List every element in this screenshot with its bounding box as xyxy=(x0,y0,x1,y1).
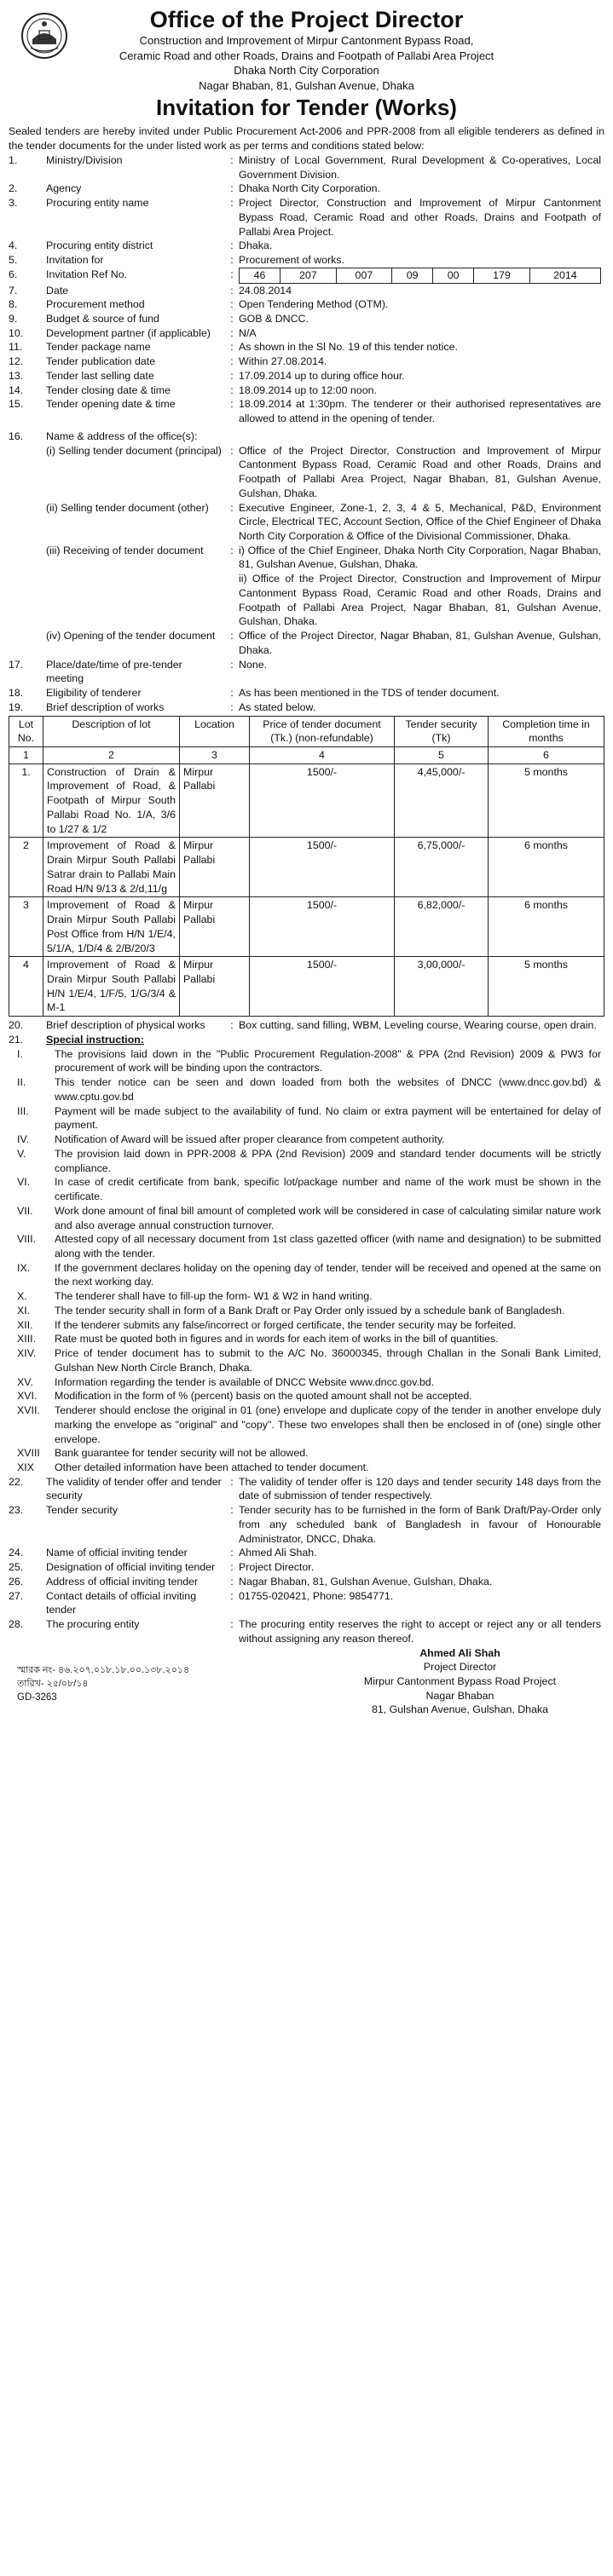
lot-number: 2 xyxy=(9,838,43,897)
item-label: Designation of official inviting tender xyxy=(46,1561,216,1574)
item-row xyxy=(9,253,604,268)
office-label: (iii) Receiving of tender document xyxy=(46,544,204,556)
item-label: The validity of tender offer and tender security xyxy=(46,1475,222,1502)
offices-section xyxy=(9,429,604,658)
instruction-item xyxy=(9,1346,604,1374)
item-value: Open Tendering Method (OTM). xyxy=(239,298,389,311)
item-number: 9. xyxy=(9,312,18,325)
colon: : xyxy=(230,312,234,325)
item-label: Date xyxy=(46,284,69,297)
item-row xyxy=(9,658,604,686)
item-value: Nagar Bhaban, 81, Gulshan Avenue, Gulshan, Dhaka. xyxy=(239,1575,493,1588)
item-value: 17.09.2014 up to during office hour. xyxy=(239,369,405,382)
lots-body xyxy=(9,764,604,1016)
item-label: Development partner (if applicable) xyxy=(46,326,211,339)
item-value: 18.09.2014 up to 12:00 noon. xyxy=(239,383,377,396)
ref-value xyxy=(239,268,604,284)
item-row xyxy=(9,1503,604,1546)
address-line-3: Dhaka North City Corporation xyxy=(234,64,379,78)
item-label: Tender package name xyxy=(46,341,151,354)
signatory-line: Nagar Bhaban xyxy=(425,1689,494,1702)
item-number: 8. xyxy=(9,298,18,311)
instruction-item xyxy=(9,1261,604,1289)
item-label: Agency xyxy=(46,182,82,195)
item-label: Tender opening date & time xyxy=(46,398,176,411)
lots-table xyxy=(9,716,604,1017)
footer-memo-date: তারিখ- ২৫/০৮/১৪ xyxy=(17,1679,89,1690)
lot-location: Mirpur Pallabi xyxy=(180,957,250,1017)
colon: : xyxy=(230,1504,234,1517)
lot-location: Mirpur Pallabi xyxy=(180,764,250,838)
item-label: Tender security xyxy=(46,1504,119,1517)
instruction-number: XIV. xyxy=(17,1347,37,1360)
item-label: Name & address of the office(s): xyxy=(46,429,198,442)
header-location: Location xyxy=(180,716,250,746)
item-row xyxy=(9,153,604,182)
colon: : xyxy=(230,284,234,297)
header-security: Tender security (Tk) xyxy=(395,716,489,746)
item-number: 6. xyxy=(9,268,18,280)
item-value: GOB & DNCC. xyxy=(239,312,309,325)
header-description: Description of lot xyxy=(43,716,180,746)
item-row xyxy=(9,354,604,369)
instruction-number: VIII. xyxy=(17,1233,37,1246)
col-number: 6 xyxy=(489,747,604,764)
ref-part: 2014 xyxy=(529,268,600,283)
item-row xyxy=(9,239,604,253)
footer-memo: স্মারক নং- ৪৬.২০৭.০১৮.১৮.০০.১৩৮.২০১৪ xyxy=(17,1665,190,1676)
lot-security: 4,45,000/- xyxy=(395,764,489,838)
colon: : xyxy=(230,1561,234,1574)
colon: : xyxy=(230,182,234,195)
colon: : xyxy=(230,369,234,382)
notice-header xyxy=(9,5,604,121)
item-row xyxy=(9,1589,604,1617)
instruction-number: XIX xyxy=(17,1461,34,1473)
lot-description: Improvement of Road & Drain Mirpur South Pallabi Satrar drain to Pallabi Main Road H/N 9/13 & 2/d,11/g xyxy=(43,838,180,897)
items-list-1 xyxy=(9,153,604,268)
lot-completion: 5 months xyxy=(489,957,604,1017)
item-row xyxy=(9,1575,604,1589)
item-number: 22. xyxy=(9,1475,24,1488)
address-line-2: Ceramic Road and other Roads, Drains and Footpath of Pallabi Area Project xyxy=(119,49,494,62)
item-label: Tender last selling date xyxy=(46,369,154,382)
item-value: Box cutting, sand filling, WBM, Leveling course, Wearing course, open drain. xyxy=(239,1019,597,1032)
lot-price: 1500/- xyxy=(250,764,395,838)
table-row xyxy=(9,838,604,897)
colon: : xyxy=(230,1618,234,1631)
notice-subtitle: Invitation for Tender (Works) xyxy=(156,95,457,121)
instruction-item xyxy=(9,1332,604,1346)
items-list-2 xyxy=(9,284,604,426)
item-value: 18.09.2014 at 1:30pm. The tenderer or their authorised representatives are allowed to attend in the opening of tender. xyxy=(239,398,601,425)
office-row xyxy=(9,544,604,629)
signatory-line: Project Director xyxy=(423,1661,497,1674)
item-row xyxy=(9,297,604,312)
lot-number: 4 xyxy=(9,957,43,1017)
instruction-item xyxy=(9,1375,604,1390)
instruction-item xyxy=(9,1318,604,1333)
item-value: None. xyxy=(239,658,268,671)
instruction-item xyxy=(9,1461,604,1475)
instruction-item xyxy=(9,1175,604,1203)
item-label: Procurement method xyxy=(46,298,145,311)
dncc-emblem-icon xyxy=(20,12,68,60)
item-row xyxy=(9,1546,604,1560)
item-label: Tender closing date & time xyxy=(46,383,171,396)
item-row xyxy=(9,1560,604,1575)
offices-heading xyxy=(9,429,604,444)
item-number: 13. xyxy=(9,369,24,382)
colon: : xyxy=(230,687,234,700)
instruction-text: Notification of Award will be issued after proper clearance from competent authority. xyxy=(55,1133,445,1146)
item-row xyxy=(9,1617,604,1645)
item-label: Eligibility of tenderer xyxy=(46,687,142,700)
item-label: Procuring entity name xyxy=(46,197,149,210)
item-value: 24.08.2014 xyxy=(239,284,292,297)
item-value: As stated below. xyxy=(239,700,316,713)
item-label: Tender publication date xyxy=(46,355,156,368)
item-label: Ministry/Division xyxy=(46,153,123,166)
office-label: (i) Selling tender document (principal) xyxy=(46,444,222,457)
item-number: 28. xyxy=(9,1618,24,1631)
colon: : xyxy=(230,658,234,671)
item-value: Project Director, Construction and Improvement of Mirpur Cantonment Bypass Road, Ceramic Road and other Roads, Drains and Footpath of Pallabi Area Project. xyxy=(239,197,601,238)
item-label: Invitation Ref No. xyxy=(46,268,128,280)
colon: : xyxy=(230,1589,234,1602)
item-row xyxy=(9,1475,604,1503)
colon: : xyxy=(230,1475,234,1488)
instruction-text: In case of credit certificate from bank, specific lot/package number and name of the work must be shown in the certificate. xyxy=(55,1176,601,1203)
instruction-number: X. xyxy=(17,1290,27,1303)
ref-part: 09 xyxy=(392,268,433,283)
colon: : xyxy=(230,544,234,556)
lot-location: Mirpur Pallabi xyxy=(180,838,250,897)
item-physical-works xyxy=(9,1018,604,1033)
colon: : xyxy=(230,1019,234,1032)
col-number: 1 xyxy=(9,747,43,764)
item-value: N/A xyxy=(239,326,257,339)
header-completion: Completion time in months xyxy=(489,716,604,746)
lot-security: 3,00,000/- xyxy=(395,957,489,1017)
item-label: Place/date/time of pre-tender meeting xyxy=(46,658,182,685)
instruction-text: The tender security shall in form of a Bank Draft or Pay Order only issued by a schedule bank of Bangladesh. xyxy=(55,1304,565,1317)
instruction-text: This tender notice can be seen and down loaded from both the websites of DNCC (www.dncc.gov.bd) & www.cptu.gov.bd xyxy=(55,1076,601,1103)
item-number: 15. xyxy=(9,398,24,411)
signatory-name: Ahmed Ali Shah xyxy=(419,1646,500,1659)
item-value: As has been mentioned in the TDS of tender document. xyxy=(239,687,500,700)
col-number: 4 xyxy=(250,747,395,764)
instruction-text: Rate must be quoted both in figures and in words for each item of works in the bill of quantities. xyxy=(55,1333,499,1346)
item-number: 21. xyxy=(9,1033,24,1046)
col-number: 2 xyxy=(43,747,180,764)
item-number: 5. xyxy=(9,254,18,267)
items-list-4 xyxy=(9,1475,604,1646)
instruction-text: Attested copy of all necessary document from 1st class gazetted officer (with name and designation) to be submitted along with the tender. xyxy=(55,1233,601,1259)
item-value: Project Director. xyxy=(239,1561,315,1574)
item-row xyxy=(9,312,604,326)
colon: : xyxy=(230,341,234,354)
item-label: Brief description of works xyxy=(46,700,165,713)
item-number: 1. xyxy=(9,153,18,166)
ref-number-table xyxy=(239,268,601,284)
instruction-item xyxy=(9,1403,604,1446)
instruction-item xyxy=(9,1147,604,1175)
lot-completion: 6 months xyxy=(489,897,604,957)
item-value: Ministry of Local Government, Rural Development & Co-operatives, Local Government Division. xyxy=(239,153,601,181)
colon: : xyxy=(230,398,234,411)
instruction-text: The tenderer shall have to fill-up the form- W1 & W2 in hand writing. xyxy=(55,1290,373,1303)
instruction-number: II. xyxy=(17,1076,26,1089)
lot-number: 3 xyxy=(9,897,43,957)
lots-header-row xyxy=(9,716,604,746)
instruction-item xyxy=(9,1104,604,1132)
item-row xyxy=(9,369,604,383)
item-label: Procuring entity district xyxy=(46,239,153,252)
instruction-number: XVI. xyxy=(17,1390,38,1403)
item-row xyxy=(9,383,604,398)
colon: : xyxy=(230,444,234,457)
item-label: Contact details of official inviting tender xyxy=(46,1589,197,1616)
instruction-text: Modification in the form of % (percent) basis on the quoted amount shall not be accepted. xyxy=(55,1390,472,1403)
ref-part: 00 xyxy=(433,268,474,283)
instruction-number: IV. xyxy=(17,1133,30,1146)
office-value xyxy=(239,544,604,629)
instruction-text: Information regarding the tender is available of DNCC Website www.dncc.gov.bd. xyxy=(55,1375,435,1388)
instruction-number: XV. xyxy=(17,1375,33,1388)
item-label: Name of official inviting tender xyxy=(46,1547,188,1559)
office-value: Office of the Project Director, Nagar Bhaban, 81, Gulshan Avenue, Gulshan, Dhaka. xyxy=(239,630,601,656)
instruction-text: Other detailed information have been attached to tender document. xyxy=(55,1461,369,1473)
item-value: Dhaka. xyxy=(239,239,273,252)
instruction-item xyxy=(9,1132,604,1147)
table-row xyxy=(9,957,604,1017)
item-row xyxy=(9,196,604,239)
lot-description: Improvement of Road & Drain Mirpur South Pallabi H/N 1/E/4, 1/F/5, 1/G/3/4 & M-1 xyxy=(43,957,180,1017)
signatory-line: 81, Gulshan Avenue, Gulshan, Dhaka xyxy=(371,1703,549,1716)
lot-location: Mirpur Pallabi xyxy=(180,897,250,957)
item-number: 24. xyxy=(9,1547,24,1559)
item-row xyxy=(9,284,604,298)
ref-part: 46 xyxy=(240,268,280,283)
item-number: 26. xyxy=(9,1575,24,1588)
lots-column-number-row xyxy=(9,747,604,764)
instruction-text: The provisions laid down in the "Public Procurement Regulation-2008" & PPA (2nd Revision) 2009 & PW3 for procurement of work will be binding upon the contractors. xyxy=(55,1047,601,1075)
lot-security: 6,82,000/- xyxy=(395,897,489,957)
lot-security: 6,75,000/- xyxy=(395,838,489,897)
item-number: 12. xyxy=(9,355,24,368)
instruction-number: III. xyxy=(17,1104,29,1117)
colon: : xyxy=(230,298,234,311)
ref-part: 007 xyxy=(336,268,392,283)
office-title: Office of the Project Director xyxy=(149,7,464,32)
office-row xyxy=(9,501,604,544)
instruction-text: Payment will be made subject to the availability of fund. No claim or extra payment will be entertained for delay of payment. xyxy=(55,1104,601,1132)
item-number: 2. xyxy=(9,182,18,195)
header-lot-no: Lot No. xyxy=(9,716,43,746)
instruction-number: XIII. xyxy=(17,1333,37,1346)
colon: : xyxy=(230,355,234,368)
item-row xyxy=(9,182,604,196)
office-row xyxy=(9,629,604,657)
instruction-item xyxy=(9,1204,604,1232)
address-line-4: Nagar Bhaban, 81, Gulshan Avenue, Dhaka xyxy=(199,78,414,92)
instruction-text: Bank guarantee for tender security will not be allowed. xyxy=(55,1447,309,1460)
item-number: 19. xyxy=(9,700,24,713)
item-row xyxy=(9,700,604,715)
colon: : xyxy=(230,268,234,280)
items-list-3 xyxy=(9,658,604,715)
item-value: The validity of tender offer is 120 days and tender security 148 days from the date of submission of tender respectively. xyxy=(239,1475,601,1502)
lot-completion: 5 months xyxy=(489,764,604,838)
lot-price: 1500/- xyxy=(250,957,395,1017)
item-number: 10. xyxy=(9,326,24,339)
colon: : xyxy=(230,383,234,396)
item-number: 14. xyxy=(9,383,24,396)
instruction-number: IX. xyxy=(17,1261,31,1274)
item-row xyxy=(9,326,604,341)
office-label: (iv) Opening of the tender document xyxy=(46,630,216,643)
colon: : xyxy=(230,254,234,267)
item-label: Invitation for xyxy=(46,254,104,267)
instruction-number: VI. xyxy=(17,1176,31,1189)
col-number: 3 xyxy=(180,747,250,764)
header-price: Price of tender document (Tk.) (non-refundable) xyxy=(250,716,395,746)
item-number: 11. xyxy=(9,341,23,354)
instruction-number: XVIII xyxy=(17,1447,40,1460)
office-label: (ii) Selling tender document (other) xyxy=(46,501,209,514)
instruction-text: The provision laid down in PPR-2008 & PPA (2nd Revision) 2009 and standard tender documents will be strictly compliance. xyxy=(55,1147,601,1174)
lot-price: 1500/- xyxy=(250,897,395,957)
item-value: Tender security has to be furnished in the form of Bank Draft/Pay-Order only from any scheduled bank of Bangladesh in favour of Honourable Administrator, DNCC, Dhaka. xyxy=(239,1504,601,1545)
ref-part: 179 xyxy=(474,268,530,283)
lot-description: Construction of Drain & Improvement of Road, & Footpath of Mirpur South Pallabi Road No. 1/A, 3/6 to 1/27 & 1/2 xyxy=(43,764,180,838)
instruction-text: Tenderer should enclose the original in 01 (one) envelope and duplicate copy of the tender in another envelope duly marking the envelope as "original" and "copy". These two envelopes shall then be enclosed in of (one) single other envelope. xyxy=(55,1404,601,1445)
instruction-text: Price of tender document has to submit to the A/C No. 36000345, through Challan in the Sonali Bank Limited, Gulshan New North Circle Branch, Dhaka. xyxy=(55,1347,601,1374)
lot-price: 1500/- xyxy=(250,838,395,897)
item-number: 20. xyxy=(9,1019,24,1032)
instruction-item xyxy=(9,1446,604,1461)
instruction-text: If the government declares holiday on the opening day of tender, tender will be received and opened at the same on the next working day. xyxy=(55,1261,601,1288)
address-line-1: Construction and Improvement of Mirpur Cantonment Bypass Road, xyxy=(139,34,474,48)
instruction-item xyxy=(9,1289,604,1304)
table-row xyxy=(9,764,604,838)
colon: : xyxy=(230,153,234,166)
colon: : xyxy=(230,239,234,252)
colon: : xyxy=(230,197,234,210)
lot-completion: 6 months xyxy=(489,838,604,897)
item-number: 7. xyxy=(9,284,18,297)
item-number: 18. xyxy=(9,687,24,700)
signatory-line: Mirpur Cantonment Bypass Road Project xyxy=(363,1675,557,1687)
item-value: Dhaka North City Corporation. xyxy=(239,182,380,195)
office-value: Office of the Project Director, Construction and Improvement of Mirpur Cantonment Bypass Road, Ceramic Road and other Roads, Drains and Footpath of Pallabi Area Project, Nagar Bhaban, 81, Gulshan Avenue, Gulshan, Dhaka. xyxy=(239,444,601,499)
lot-description: Improvement of Road & Drain Mirpur South Pallabi Post Office from H/N 1/E/4, 5/1/A, 1/D/4 & 2/B/20/3 xyxy=(43,897,180,957)
intro-paragraph: Sealed tenders are hereby invited under Public Procurement Act-2006 and PPR-2008 from all eligible tenderers as defined in the tender documents for the under listed work as per terms and conditions stated below: xyxy=(9,125,604,153)
instruction-number: XI. xyxy=(17,1304,31,1317)
instruction-item xyxy=(9,1304,604,1318)
office-row xyxy=(9,444,604,501)
colon: : xyxy=(230,630,234,643)
item-value: 01755-020421, Phone: 9854771. xyxy=(239,1589,394,1602)
instruction-number: XII. xyxy=(17,1318,33,1331)
special-title: Special instruction: xyxy=(46,1033,144,1046)
item-number: 16. xyxy=(9,429,24,442)
colon: : xyxy=(230,1547,234,1559)
item-value: Ahmed Ali Shah. xyxy=(239,1547,317,1559)
office-value-ii: ii) Office of the Project Director, Construction and Improvement of Mirpur Cantonment Bypass Road, Ceramic Road and other Roads, Drains and Footpath of Pallabi Area Project, Nagar Bhaban, 81, Gulshan Avenue, Gulshan, Dhaka. xyxy=(239,573,601,628)
instruction-text: If the tenderer submits any false/incorrect or forged certificate, the tender security may be forfeited. xyxy=(55,1318,517,1331)
col-number: 5 xyxy=(395,747,489,764)
item-number: 27. xyxy=(9,1589,24,1602)
item-value: As shown in the Sl No. 19 of this tender notice. xyxy=(239,341,458,354)
colon: : xyxy=(230,700,234,713)
item-value: The procuring entity reserves the right to accept or reject any or all tenders without assigning any reason thereof. xyxy=(239,1618,601,1645)
instruction-item xyxy=(9,1232,604,1260)
table-row xyxy=(9,897,604,957)
instruction-text: Work done amount of final bill amount of completed work will be considered in case of calculating similar nature work and also average annual construction turnover. xyxy=(55,1204,601,1231)
special-instructions xyxy=(9,1033,604,1475)
office-value-i: i) Office of the Chief Engineer, Dhaka North City Corporation, Nagar Bhaban, 81, Gulshan Avenue, Gulshan, Dhaka. xyxy=(239,544,601,571)
special-heading xyxy=(9,1033,604,1047)
item-ref-no xyxy=(9,268,604,284)
footer-code: GD-3263 xyxy=(17,1692,57,1703)
item-row xyxy=(9,686,604,700)
office-value: Executive Engineer, Zone-1, 2, 3, 4 & 5, Mechanical, P&D, Environment Circle, Electrical TEC, Account Section, Office of the Chief Engineer of Dhaka North City Corporation & Office of the Divisional Commissioner, Dhaka. xyxy=(239,501,601,542)
item-value: Procurement of works. xyxy=(239,254,344,267)
item-label: Brief description of physical works xyxy=(46,1019,205,1032)
lot-number: 1. xyxy=(9,764,43,838)
item-row xyxy=(9,340,604,354)
item-number: 17. xyxy=(9,658,24,671)
instruction-item xyxy=(9,1389,604,1403)
instruction-item xyxy=(9,1047,604,1075)
item-number: 3. xyxy=(9,197,18,210)
item-value: Within 27.08.2014. xyxy=(239,355,327,368)
instruction-item xyxy=(9,1075,604,1104)
colon: : xyxy=(230,1575,234,1588)
special-list xyxy=(9,1047,604,1475)
item-number: 4. xyxy=(9,239,18,252)
item-row xyxy=(9,397,604,425)
item-number: 25. xyxy=(9,1561,24,1574)
colon: : xyxy=(230,501,234,514)
item-number: 23. xyxy=(9,1504,24,1517)
ref-part: 207 xyxy=(280,268,337,283)
instruction-number: XVII. xyxy=(17,1404,40,1417)
item-label: Address of official inviting tender xyxy=(46,1575,199,1588)
colon: : xyxy=(230,326,234,339)
signature-block xyxy=(315,1646,604,1718)
item-label: The procuring entity xyxy=(46,1618,140,1631)
item-label: Budget & source of fund xyxy=(46,312,159,325)
instruction-number: VII. xyxy=(17,1204,33,1217)
instruction-number: V. xyxy=(17,1147,26,1160)
instruction-number: I. xyxy=(17,1047,23,1060)
